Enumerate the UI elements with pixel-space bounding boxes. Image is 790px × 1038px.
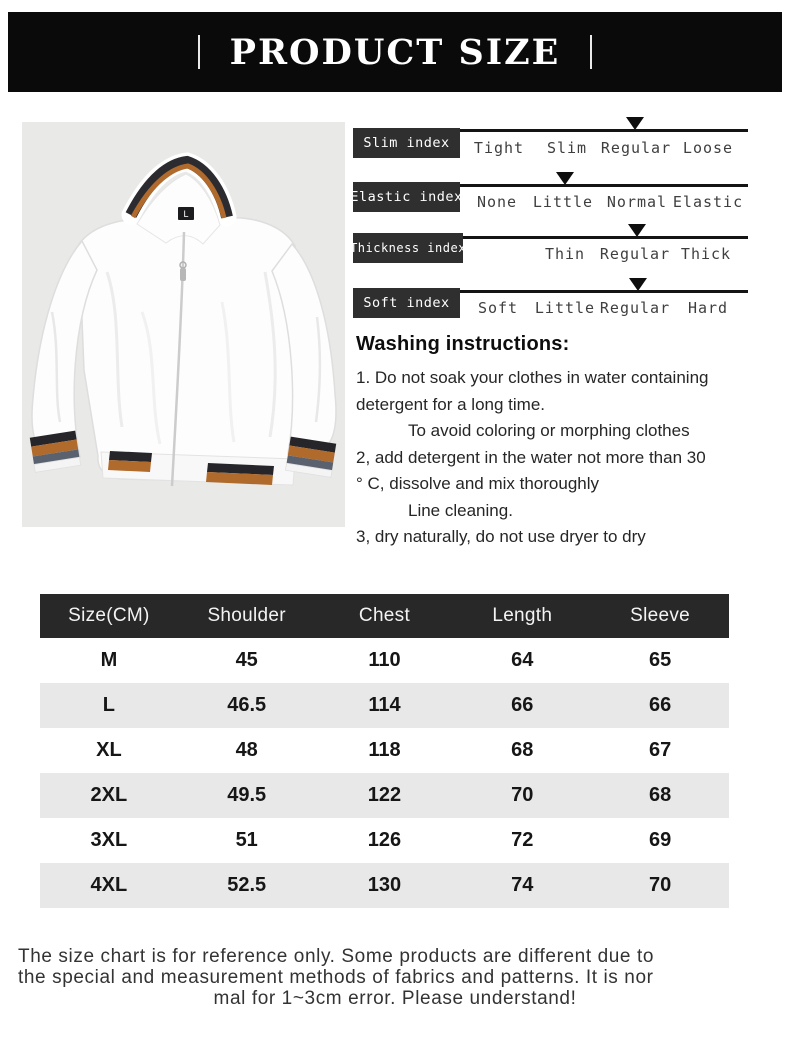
scale-option: Tight [473,139,525,157]
scale-option: Thin [544,245,586,263]
table-cell: 110 [368,649,401,671]
scale-option: Loose [682,139,734,157]
page-title: PRODUCT SIZE [229,31,561,73]
table-cell: 69 [648,829,672,851]
disclaimer-line: the special and measurement methods of fabrics and patterns. It is nor [18,967,654,988]
soft-index-selection-arrow-icon [629,278,647,291]
table-cell: 126 [367,829,402,851]
jacket-body [79,218,301,483]
table-cell: 49.5 [227,784,267,806]
table-cell: 74 [511,874,534,896]
table-header-row [40,594,729,638]
soft-index-scale-line [460,290,748,293]
column-header-shoulder: Shoulder [178,594,316,638]
table-cell: 66 [511,694,534,716]
washing-title: Washing instructions: [356,333,570,355]
product-photo [22,122,345,527]
washing-line: To avoid coloring or morphing clothes [408,421,690,440]
column-header-size: Size(CM) [40,594,178,638]
slim-index-label: Slim index [353,128,460,158]
table-cell: 2XL [90,784,128,806]
washing-line: 1. Do not soak your clothes in water containing [356,368,709,387]
disclaimer-text [18,946,772,1009]
divider-bar-left-icon [198,35,200,69]
table-cell: 122 [367,784,402,806]
table-cell: 48 [235,739,258,761]
table-cell: 130 [367,874,402,896]
right-cuff [285,437,336,478]
scale-option: Hard [687,299,729,317]
table-cell: XL [96,739,122,761]
scale-option: Thick [680,245,732,263]
scale-option: Little [532,193,594,211]
table-cell: 68 [648,784,672,806]
scale-option: Regular [599,299,671,317]
table-cell: 4XL [90,874,128,896]
washing-line: detergent for a long time. [356,394,546,414]
scale-option: Normal [606,193,668,211]
table-cell: 72 [511,829,534,851]
scale-option: Regular [600,139,672,157]
table-row [40,863,729,908]
table-cell: M [100,649,118,671]
table-cell: 51 [235,829,258,851]
left-cuff [30,431,81,473]
disclaimer-line: The size chart is for reference only. Some products are different due to [18,946,655,967]
scale-option: Little [534,299,596,317]
table-cell: 46.5 [227,694,267,716]
scale-option: Regular [599,245,671,263]
table-row [40,638,729,683]
table-cell: 70 [648,874,672,896]
table-cell: 68 [511,739,534,761]
scale-option: Soft [477,299,519,317]
table-cell: 65 [648,649,672,671]
collar-size-tag: L [183,209,189,219]
soft-index-label: Soft index [353,288,460,318]
thickness-index-scale-line [463,236,748,239]
table-cell: 70 [511,784,534,806]
table-row [40,773,729,818]
table-cell: 52.5 [227,874,267,896]
table-row [40,818,729,863]
table-cell: 64 [511,649,534,671]
slim-index-selection-arrow-icon [626,117,644,130]
washing-line: 2, add detergent in the water not more than 30 [356,447,706,467]
table-cell: 45 [235,649,258,671]
disclaimer-line: mal for 1~3cm error. Please understand! [213,988,577,1009]
elastic-index-scale-line [460,184,748,187]
slim-index-scale-line [460,129,748,132]
zipper-pull-icon [180,268,186,281]
table-cell: 67 [648,739,672,761]
column-header-sleeve: Sleeve [591,594,729,638]
table-cell: 66 [648,694,672,716]
table-cell: L [102,694,115,716]
size-table [40,594,729,908]
thickness-index-selection-arrow-icon [628,224,646,237]
washing-line: 3, dry naturally, do not use dryer to dry [356,527,646,546]
table-cell: 114 [368,694,401,716]
table-row [40,728,729,773]
scale-option: None [476,193,518,211]
jacket-illustration [22,122,345,527]
washing-instructions [356,333,784,551]
thickness-index-label: Thickness index [353,233,463,263]
washing-line: ° C, dissolve and mix thoroughly [356,474,600,493]
table-cell: 3XL [90,829,128,851]
banner [8,12,782,92]
scale-option: Slim [546,139,588,157]
elastic-index-label: Elastic index [353,182,460,212]
column-header-chest: Chest [316,594,454,638]
divider-bar-right-icon [590,35,592,69]
column-header-length: Length [453,594,591,638]
hem-stripe-orange [108,460,151,472]
elastic-index-selection-arrow-icon [556,172,574,185]
washing-line: Line cleaning. [408,500,513,520]
table-row [40,683,729,728]
scale-option: Elastic [672,193,744,211]
table-cell: 118 [368,739,401,761]
